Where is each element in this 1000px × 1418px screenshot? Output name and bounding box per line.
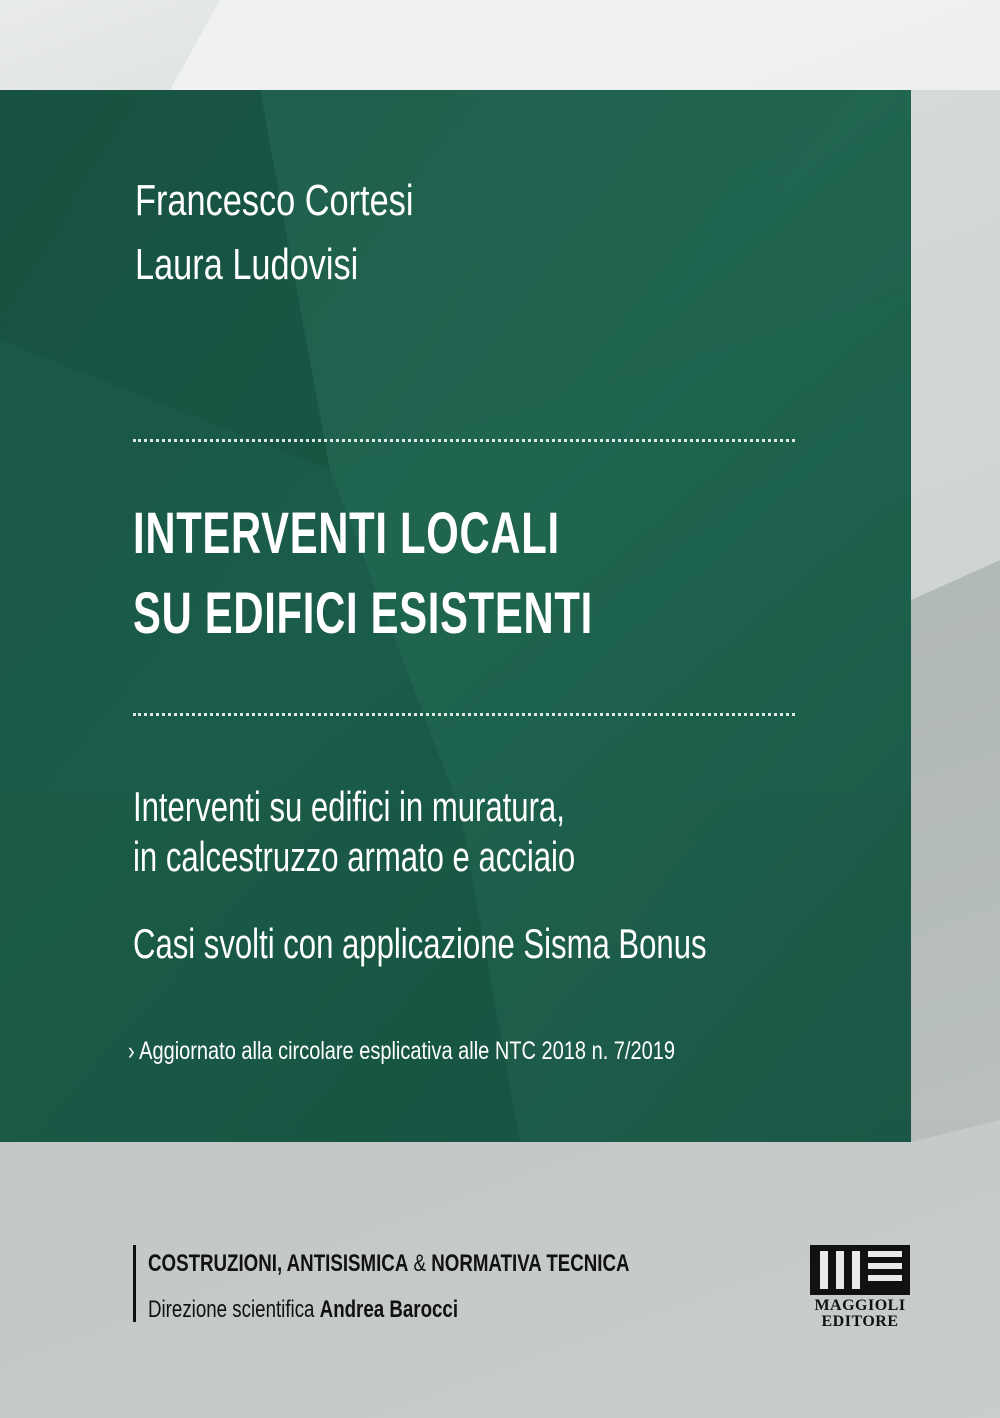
author-name: Laura Ludovisi xyxy=(135,240,359,289)
series-ampersand: & xyxy=(408,1250,432,1277)
series-direction xyxy=(148,1296,458,1324)
series-vertical-bar xyxy=(133,1245,136,1322)
publisher-name: MAGGIOLI xyxy=(814,1297,906,1314)
subtitle-line: in calcestruzzo armato e acciaio xyxy=(133,833,576,880)
publisher-label: EDITORE xyxy=(821,1313,899,1330)
subtitle-line: Interventi su edifici in muratura, xyxy=(133,783,565,830)
director-name: Andrea Barocci xyxy=(319,1296,459,1323)
direction-label: Direzione scientifica xyxy=(148,1296,320,1323)
dotted-divider xyxy=(133,713,795,716)
series-name xyxy=(148,1250,630,1278)
book-title-line: SU EDIFICI ESISTENTI xyxy=(133,581,593,646)
book-title-line: INTERVENTI LOCALI xyxy=(133,501,560,566)
subtitle-sisma-bonus: Casi svolti con applicazione Sisma Bonus xyxy=(133,920,707,967)
series-name-part: NORMATIVA TECNICA xyxy=(431,1250,630,1277)
dotted-divider xyxy=(133,439,795,442)
update-note: › Aggiornato alla circolare esplicativa alle NTC 2018 n. 7/2019 xyxy=(128,1037,675,1065)
author-name: Francesco Cortesi xyxy=(135,176,414,225)
series-name-part: COSTRUZIONI, ANTISISMICA xyxy=(148,1250,409,1277)
